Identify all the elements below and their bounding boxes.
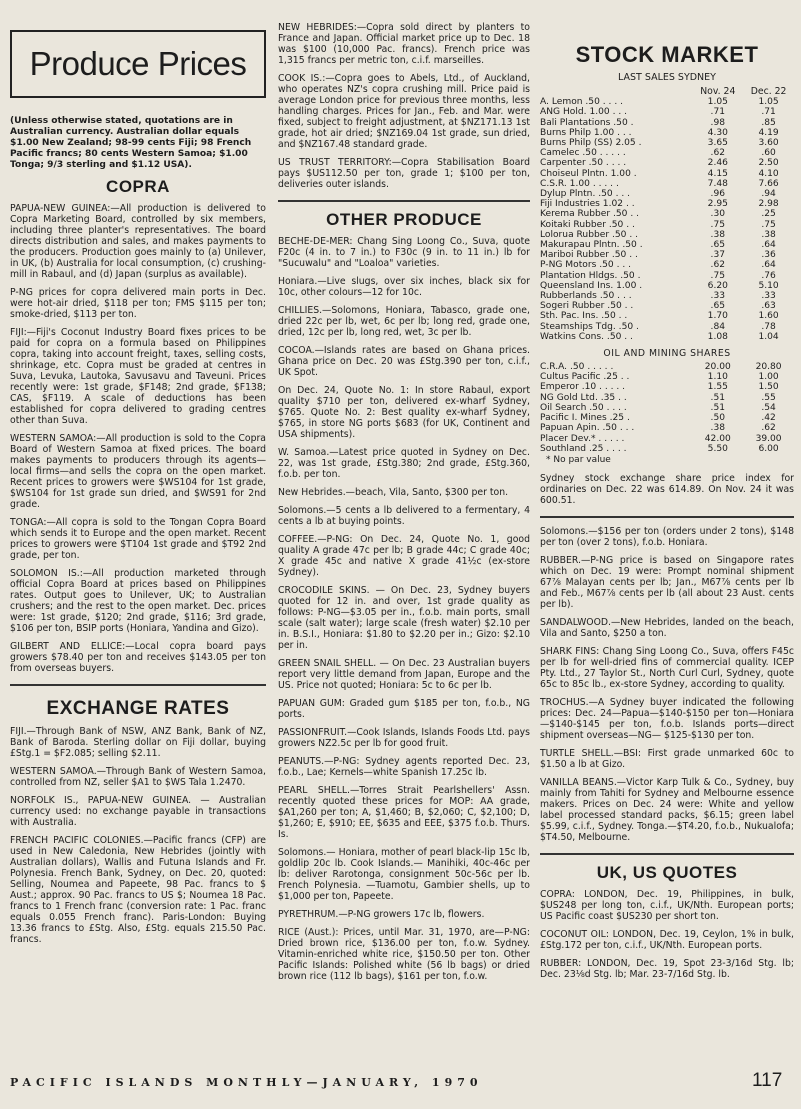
- section-divider: [10, 684, 266, 686]
- quote-paragraph: COCONUT OIL: LONDON, Dec. 19, Ceylon, 1% in bulk, £Stg.172 per ton, c.i.f., UK/Nth. European ports.: [540, 928, 794, 951]
- produce-paragraph: TROCHUS.—A Sydney buyer indicated the following prices: Dec. 24—Papua—$140-$150 per ton—Honiara—$140-$145 per ton, f.o.b. Islands ports—direct shipment overseas—NG— $125-$130 per ton.: [540, 696, 794, 741]
- company-name: A. Lemon .50 . . . .: [540, 97, 624, 108]
- column-middle: [278, 22, 530, 989]
- produce-paragraph: COCOA.—Islands rates are based on Ghana prices. Ghana price on Dec. 20 was £Stg.390 per ton, c.i.f., UK Spot.: [278, 345, 530, 378]
- stock-market-heading: STOCK MARKET: [575, 42, 759, 67]
- price-dec: .85: [761, 117, 776, 128]
- price-dec: .38: [761, 229, 776, 240]
- stock-row: [540, 434, 794, 444]
- price-nov: 1.05: [707, 97, 728, 108]
- price-dec: .36: [761, 250, 776, 261]
- price-nov: .65: [710, 301, 726, 312]
- section-divider: [540, 853, 794, 855]
- other-produce-heading: OTHER PRODUCE: [326, 210, 482, 229]
- company-name: Makurapau Plntn. .50 .: [540, 240, 643, 251]
- exchange-paragraph: FIJI.—Through Bank of NSW, ANZ Bank, Bank of NZ, Bank of Baroda. Sterling dollar on Fiji dollar, buying £Stg.1 = $F2.085; selling $2.11.: [10, 726, 266, 759]
- company-name: Bali Plantations .50 .: [540, 117, 634, 128]
- price-nov: .62: [710, 148, 726, 159]
- price-nov: .75: [710, 219, 726, 230]
- stock-row: [540, 220, 794, 230]
- company-name: NG Gold Ltd. .35 . .: [540, 392, 627, 403]
- oil-mining-table: [540, 362, 794, 454]
- price-dec: .94: [761, 189, 776, 200]
- stock-row: [540, 118, 794, 128]
- stock-row: [540, 281, 794, 291]
- stock-row: [540, 362, 794, 372]
- publication-footer: PACIFIC ISLANDS MONTHLY—JANUARY, 1970: [10, 1076, 483, 1089]
- produce-paragraph: Solomons.— Honiara, mother of pearl black-lip 15c lb, goldlip 20c lb. Cook Islands.— Manihiki, 40c-46c per lb: deliver Rarotonga, consignment 50c-56c per lb. French Polynesia. —Tuamotu, Gambier shells, up to $1,000 per ton, Papeete.: [278, 847, 530, 902]
- company-name: Carpenter .50 . . . .: [540, 158, 627, 169]
- price-nov: 1.70: [707, 311, 728, 322]
- company-name: ANG Hold. 1.00 . . .: [540, 107, 628, 118]
- stock-row: [540, 189, 794, 199]
- price-nov: .84: [710, 321, 726, 332]
- stock-row: [540, 97, 794, 107]
- price-nov: .38: [710, 423, 726, 434]
- company-name: Burns Philp (SS) 2.05 .: [540, 138, 642, 149]
- company-name: Mariboi Rubber .50 . .: [540, 250, 638, 261]
- price-nov: .38: [710, 229, 726, 240]
- company-name: Plantation Hldgs. .50 .: [540, 270, 641, 281]
- price-dec: .33: [761, 291, 776, 302]
- copra-paragraph: COOK IS.:—Copra goes to Abels, Ltd., of Auckland, who operates NZ's copra crushing mill. Price paid is average London price for previous three months, less handling charges. Prices for Jan., Feb. and Mar. were fixed, subject to freight adjustment, at $NZ171.13 1st grade, hot air dried; $NZ169.04 1st grade, sun dried, and $NZ167.48 standard grade.: [278, 73, 530, 150]
- stock-row: [540, 260, 794, 270]
- company-name: Dylup Plntn. .50 . . .: [540, 189, 631, 200]
- price-dec: .76: [761, 270, 776, 281]
- produce-paragraph: PYRETHRUM.—P-NG growers 17c lb, flowers.: [278, 909, 485, 920]
- produce-paragraph: COFFEE.—P-NG: On Dec. 24, Quote No. 1, good quality A grade 47c per lb; B grade 44c; C grade 40c; X grade 45c and native X grade 41½c (ex-store Sydney).: [278, 534, 530, 578]
- price-nov: 4.30: [707, 127, 728, 138]
- stock-row: [540, 382, 794, 392]
- price-nov: 1.10: [707, 372, 728, 383]
- company-name: P-NG Motors .50 . . .: [540, 260, 632, 271]
- price-nov: 4.15: [707, 168, 728, 179]
- price-nov: .62: [710, 260, 726, 271]
- produce-paragraph: PEANUTS.—P-NG: Sydney agents reported Dec. 23, f.o.b., Lae; Kernels—white Spanish 17.25c lb.: [278, 756, 530, 778]
- stock-row: [540, 199, 794, 209]
- price-dec: 1.60: [758, 311, 779, 322]
- copra-paragraph: P-NG prices for copra delivered main ports in Dec. were hot-air dried, $118 per ton; FMS $115 per ton; smoke-dried, $113 per ton.: [10, 287, 266, 320]
- price-nov: 1.55: [707, 382, 728, 393]
- price-nov: .96: [710, 189, 726, 200]
- copra-heading: COPRA: [106, 177, 170, 196]
- price-nov: .65: [710, 240, 726, 251]
- column-right: [540, 14, 794, 987]
- copra-paragraph: NEW HEBRIDES:—Copra sold direct by planters to France and Japan. Official market price up to Dec. 18 was $100 (10,000 Pac. francs). French price was 1,315 francs per metric ton, c.i.f. marseilles.: [278, 22, 530, 66]
- quote-paragraph: RUBBER: LONDON, Dec. 19, Spot 23-3/16d Stg. lb; Dec. 23⅛d Stg. lb; Mar. 23-7/16d Stg. lb.: [540, 957, 794, 980]
- currency-note: (Unless otherwise stated, quotations are in Australian currency. Australian dollar equals $1.00 New Zealand; 98-99 cents Fiji; 98 French Pacific francs; 80 cents Western Samoa; $1.00 Tonga; 9/3 sterling and $1.12 USA).: [10, 116, 252, 170]
- produce-paragraph: SANDALWOOD.—New Hebrides, landed on the beach, Vila and Santo, $250 a ton.: [540, 616, 794, 639]
- copra-paragraph: PAPUA-NEW GUINEA:—All production is delivered to Copra Marketing Board, controlled by six members, including three planter's representatives. The board directs distribution and sales, and makes payments to the producers. Production goes mainly to (a) Unilever, in UK, (b) Australia for local consumption, (c) crushing-mill in Rabaul, and (d) Japan (surplus as available).: [10, 203, 266, 280]
- price-nov: 3.65: [707, 138, 728, 149]
- exchange-paragraph: FRENCH PACIFIC COLONIES.—Pacific francs (CFP) are used in New Caledonia, New Hebrides (jointly with Australian dollars), Wallis and Futuna Islands and Fr. Polynesia. French Bank, Sydney, on Dec. 20, quoted: Selling, Noumea and Papeete, 98 Pac. francs to $ Aust.; approx. 90 Pac. francs to US $; Noumea 18 Pac. francs to 1 French franc (conversion rate: 1 Pac. franc equals 0.055 French franc). Paris-London: Buying 13.36 francs to £Stg. Also, £Stg. equals 215.50 Pac. francs.: [10, 835, 266, 945]
- produce-paragraph: RICE (Aust.): Prices, until Mar. 31, 1970, are—P-NG: Dried brown rice, $136.00 per ton, f.o.w. Sydney. Vitamin-enriched white rice, $150.50 per ton. Other Pacific Islands: Polished white (56 lb bags) or dried brown rice (112 lb bags), $161 per ton, f.o.w.: [278, 927, 530, 982]
- price-dec: 1.04: [758, 331, 779, 342]
- stock-row: [540, 413, 794, 423]
- footnote: * No par value: [546, 454, 611, 465]
- stock-row: [540, 393, 794, 403]
- stock-row: [540, 107, 794, 117]
- price-dec: 1.50: [758, 382, 779, 393]
- company-name: Steamships Tdg. .50 .: [540, 321, 639, 332]
- price-dec: 39.00: [755, 433, 782, 444]
- company-name: Camelec .50 . . . . .: [540, 148, 626, 159]
- stock-row: [540, 322, 794, 332]
- produce-paragraph: TURTLE SHELL.—BSI: First grade unmarked 60c to $1.50 a lb at Gizo.: [540, 747, 794, 770]
- company-name: Emperor .10 . . . . .: [540, 382, 626, 393]
- copra-paragraph: TONGA:—All copra is sold to the Tongan Copra Board which sends it to Europe and the open market. Recent prices to growers were $T104 1st grade and $T92 2nd grade, per ton.: [10, 517, 266, 561]
- price-dec: .54: [761, 402, 776, 413]
- price-dec: 20.80: [755, 362, 782, 373]
- price-dec: 7.66: [758, 178, 779, 189]
- copra-paragraph: FIJI:—Fiji's Coconut Industry Board fixes prices to be paid for copra on a formula based on Philippines copra, taking into account freight, taxes, selling costs, shrinkage, etc. Copra must be graded at centres in Suva, Levuka, Lautoka, Savusavu and Taveuni. Prices recently were: 1st grade, $F148; 2nd grade, $F138; CAS, $F119. A scale of deductions has been established for copra delivered to grading centres other than Suva.: [10, 327, 266, 426]
- price-dec: 2.50: [758, 158, 779, 169]
- price-dec: 6.00: [758, 443, 779, 454]
- stock-row: [540, 444, 794, 454]
- price-dec: 1.00: [758, 372, 779, 383]
- exchange-paragraph: WESTERN SAMOA.—Through Bank of Western Samoa, controlled from NZ, seller $A1 to $WS Tala 1.2470.: [10, 766, 266, 788]
- copra-paragraph: GILBERT AND ELLICE:—Local copra board pays growers $78.40 per ton and receives $143.05 per ton from overseas buyers.: [10, 641, 266, 674]
- price-nov: 20.00: [704, 362, 731, 373]
- stock-row: [540, 240, 794, 250]
- stock-row: [540, 230, 794, 240]
- date-column-header: Nov. 24: [700, 86, 736, 97]
- company-name: Sth. Pac. Ins. .50 . .: [540, 311, 628, 322]
- price-nov: .50: [710, 413, 726, 424]
- exchange-heading: EXCHANGE RATES: [46, 698, 230, 719]
- produce-paragraph: BECHE-DE-MER: Chang Sing Loong Co., Suva, quote F20c (4 in. to 7 in.) to F30c (9 in. to 11 in.) lb for "Sucuwalu" and "Loaloa" varieties.: [278, 236, 530, 269]
- company-name: Fiji Industries 1.02 . .: [540, 199, 635, 210]
- stock-row: [540, 179, 794, 189]
- stock-row: [540, 148, 794, 158]
- copra-paragraph: SOLOMON IS.:—All production marketed through official Copra Board at prices based on Philippines rates. Output goes to Unilever, UK; to Australian crushers; and the rest to the open market. Dec. prices were: 1st grade, $120; 2nd grade, $116; 3rd grade, $106 per ton, BSIP ports (Honiara, Yandina and Gizo).: [10, 568, 266, 634]
- stock-table: [540, 87, 794, 342]
- stock-row: [540, 138, 794, 148]
- produce-paragraph: PASSIONFRUIT.—Cook Islands, Islands Foods Ltd. pays growers NZ2.5c per lb for good fruit.: [278, 727, 530, 749]
- price-dec: .71: [761, 107, 776, 118]
- price-nov: .51: [710, 402, 726, 413]
- company-name: C.S.R. 1.00 . . . . .: [540, 178, 619, 189]
- company-name: Queensland Ins. 1.00 .: [540, 280, 643, 291]
- price-nov: 2.95: [707, 199, 728, 210]
- stock-row: [540, 250, 794, 260]
- price-dec: 3.60: [758, 138, 779, 149]
- exchange-paragraph: NORFOLK IS., PAPUA-NEW GUINEA. — Australian currency used: no exchange payable in transactions with Australia.: [10, 795, 266, 828]
- price-dec: 1.05: [758, 97, 779, 108]
- company-name: Choiseul Plntn. 1.00 .: [540, 168, 637, 179]
- company-name: Rubberlands .50 . . .: [540, 291, 632, 302]
- company-name: Oil Search .50 . . . .: [540, 402, 627, 413]
- price-dec: 5.10: [758, 280, 779, 291]
- price-nov: 7.48: [707, 178, 728, 189]
- stock-row: [540, 301, 794, 311]
- stock-subheading: LAST SALES SYDNEY: [618, 72, 716, 83]
- price-dec: 4.10: [758, 168, 779, 179]
- stock-row: [540, 169, 794, 179]
- oil-mining-heading: OIL AND MINING SHARES: [603, 348, 731, 360]
- stock-row: [540, 332, 794, 342]
- price-nov: .98: [710, 117, 726, 128]
- stock-row: [540, 158, 794, 168]
- section-divider: [540, 516, 794, 518]
- company-name: Sogeri Rubber .50 . .: [540, 301, 634, 312]
- company-name: Placer Dev.* . . . . .: [540, 433, 625, 444]
- price-nov: 6.20: [707, 280, 728, 291]
- price-dec: .63: [761, 301, 776, 312]
- produce-paragraph: VANILLA BEANS.—Victor Karp Tulk & Co., Sydney, buy mainly from Tahiti for Sydney and Melbourne essence makers. Prices on Dec. 24 were: White and yellow label processed standard packs, $6.15; green label $5.99, c.i.f., Sydney. Tonga.—$T4.20, f.o.b., Nukualofa; $T4.50, Melbourne.: [540, 776, 794, 843]
- price-dec: .60: [761, 148, 776, 159]
- company-name: Lolorua Rubber .50 . .: [540, 229, 638, 240]
- price-nov: .75: [710, 270, 726, 281]
- price-nov: .71: [710, 107, 726, 118]
- quote-paragraph: COPRA: LONDON, Dec. 19, Philippines, in bulk, $US248 per long ton, c.i.f., UK/Nth. European ports; US Pacific coast $US230 per short ton.: [540, 888, 794, 922]
- produce-paragraph: CHILLIES.—Solomons, Honiara, Tabasco, grade one, dried 22c per lb, wet, 6c per lb; long red, grade one, dried, 12c per lb, long red, wet, 3c per lb.: [278, 305, 530, 338]
- company-name: Burns Philp 1.00 . . .: [540, 127, 632, 138]
- stock-row: [540, 372, 794, 382]
- stock-row: [540, 209, 794, 219]
- produce-paragraph: SHARK FINS: Chang Sing Loong Co., Suva, offers F45c per lb for well-dried fins of commercial quality. ICEP Pty. Ltd., 27 Taylor St., North Curl Curl, Sydney, quote 65c to 85c lb., ex-store Sydney, according to quality.: [540, 645, 794, 690]
- produce-paragraph: GREEN SNAIL SHELL. — On Dec. 23 Australian buyers report very little demand from Japan, Europe and the US. Price not quoted; Honiara: 5c to 6c per lb.: [278, 658, 530, 691]
- page-number: 117: [752, 1070, 783, 1091]
- price-nov: .37: [710, 250, 726, 261]
- price-dec: 4.19: [758, 127, 779, 138]
- produce-paragraph: RUBBER.—P-NG price is based on Singapore rates which on Dec. 19 were: Prompt nominal shipment 67⅞ Malayan cents per lb; Jan., M67⅞ cents per lb and Feb., M67⅞ cents per lb (all about 23 Aust. cents per lb).: [540, 554, 794, 610]
- copra-paragraph: WESTERN SAMOA:—All production is sold to the Copra Board of Western Samoa at fixed prices. The board makes payments to producers through its agents—local firms—and sells the copra on the open market. Recent prices to growers were $WS104 for 1st grade, $WS104 for 1st grade sun dried, and $WS91 for 2nd grade.: [10, 433, 266, 510]
- price-dec: .64: [761, 260, 776, 271]
- produce-paragraph: PAPUAN GUM: Graded gum $185 per ton, f.o.b., NG ports.: [278, 698, 530, 720]
- produce-paragraph: Solomons.—$156 per ton (orders under 2 tons), $148 per ton (over 2 tons), f.o.b. Honiara.: [540, 525, 794, 548]
- stock-row: [540, 128, 794, 138]
- produce-paragraph: W. Samoa.—Latest price quoted in Sydney on Dec. 22, was 1st grade, £Stg.380; 2nd grade, £Stg.360, f.o.b. per ton.: [278, 447, 530, 480]
- price-dec: .25: [761, 209, 776, 220]
- index-note: Sydney stock exchange share price index for ordinaries on Dec. 22 was 614.89. On Nov. 24 it was 600.51.: [540, 472, 794, 506]
- stock-table-header: [540, 87, 794, 97]
- company-name: Kerema Rubber .50 . .: [540, 209, 640, 220]
- price-nov: 5.50: [707, 443, 728, 454]
- price-dec: 2.98: [758, 199, 779, 210]
- produce-paragraph: Honiara.—Live slugs, over six inches, black six for 10c, other colours—12 for 10c.: [278, 276, 530, 298]
- section-divider: [278, 200, 530, 202]
- stock-row: [540, 311, 794, 321]
- page-title: Produce Prices: [10, 30, 266, 98]
- price-dec: .42: [761, 413, 776, 424]
- price-dec: .64: [761, 240, 776, 251]
- price-dec: .75: [761, 219, 776, 230]
- column-left: [10, 0, 266, 952]
- price-nov: .51: [710, 392, 726, 403]
- stock-row: [540, 403, 794, 413]
- copra-paragraph: US TRUST TERRITORY:—Copra Stabilisation Board pays $US112.50 per ton, grade 1; $100 per ton, deliveries outer islands.: [278, 157, 530, 190]
- price-nov: .33: [710, 291, 726, 302]
- company-name: Watkins Cons. .50 . .: [540, 331, 633, 342]
- price-dec: .55: [761, 392, 776, 403]
- company-name: Pacific I. Mines .25 .: [540, 413, 630, 424]
- stock-row: [540, 291, 794, 301]
- produce-paragraph: New Hebrides.—beach, Vila, Santo, $300 per ton.: [278, 487, 509, 498]
- price-nov: .30: [710, 209, 726, 220]
- produce-paragraph: On Dec. 24, Quote No. 1: In store Rabaul, export quality $710 per ton, delivered ex-wharf Sydney, $765. Quote No. 2: Best quality ex-wharf Sydney, $765, in store NG ports $683 (for UK, Continent and USA shipments).: [278, 385, 530, 440]
- produce-paragraph: Solomons.—5 cents a lb delivered to a fermentary, 4 cents a lb at buying points.: [278, 505, 530, 527]
- date-column-header: Dec. 22: [750, 86, 787, 97]
- price-dec: .62: [761, 423, 776, 434]
- price-dec: .78: [761, 321, 776, 332]
- company-name: Papuan Apin. .50 . . .: [540, 423, 635, 434]
- company-name: C.R.A. .50 . . . . .: [540, 362, 614, 373]
- price-nov: 42.00: [704, 433, 731, 444]
- stock-row: [540, 423, 794, 433]
- company-name: Koitaki Rubber .50 . .: [540, 219, 635, 230]
- price-nov: 1.08: [707, 331, 728, 342]
- company-name: Southland .25 . . . .: [540, 443, 627, 454]
- stock-row: [540, 271, 794, 281]
- company-name: Cultus Pacific .25 . .: [540, 372, 630, 383]
- price-nov: 2.46: [707, 158, 728, 169]
- uk-us-quotes-heading: UK, US QUOTES: [596, 862, 738, 882]
- produce-paragraph: PEARL SHELL.—Torres Strait Pearlshellers' Assn. recently quoted these prices for MOP: AA grade, $A1,260 per ton; A, $1,460; B, $2,060; C, $2,100; D, $1,260; E, $910; EE, $635 and EEE, $375 f.o.b. Thurs. Is.: [278, 785, 530, 840]
- produce-paragraph: CROCODILE SKINS. — On Dec. 23, Sydney buyers quoted for 12 in. and over, 1st grade quality as follows: P-NG—$3.05 per in., f.o.b. main ports, small scale (salt water); large scale (fresh water) $2.10 per in. B.S.I., Honiara: $1.80 to $2.20 per in.; Gizo: $2.10 per in.: [278, 585, 530, 651]
